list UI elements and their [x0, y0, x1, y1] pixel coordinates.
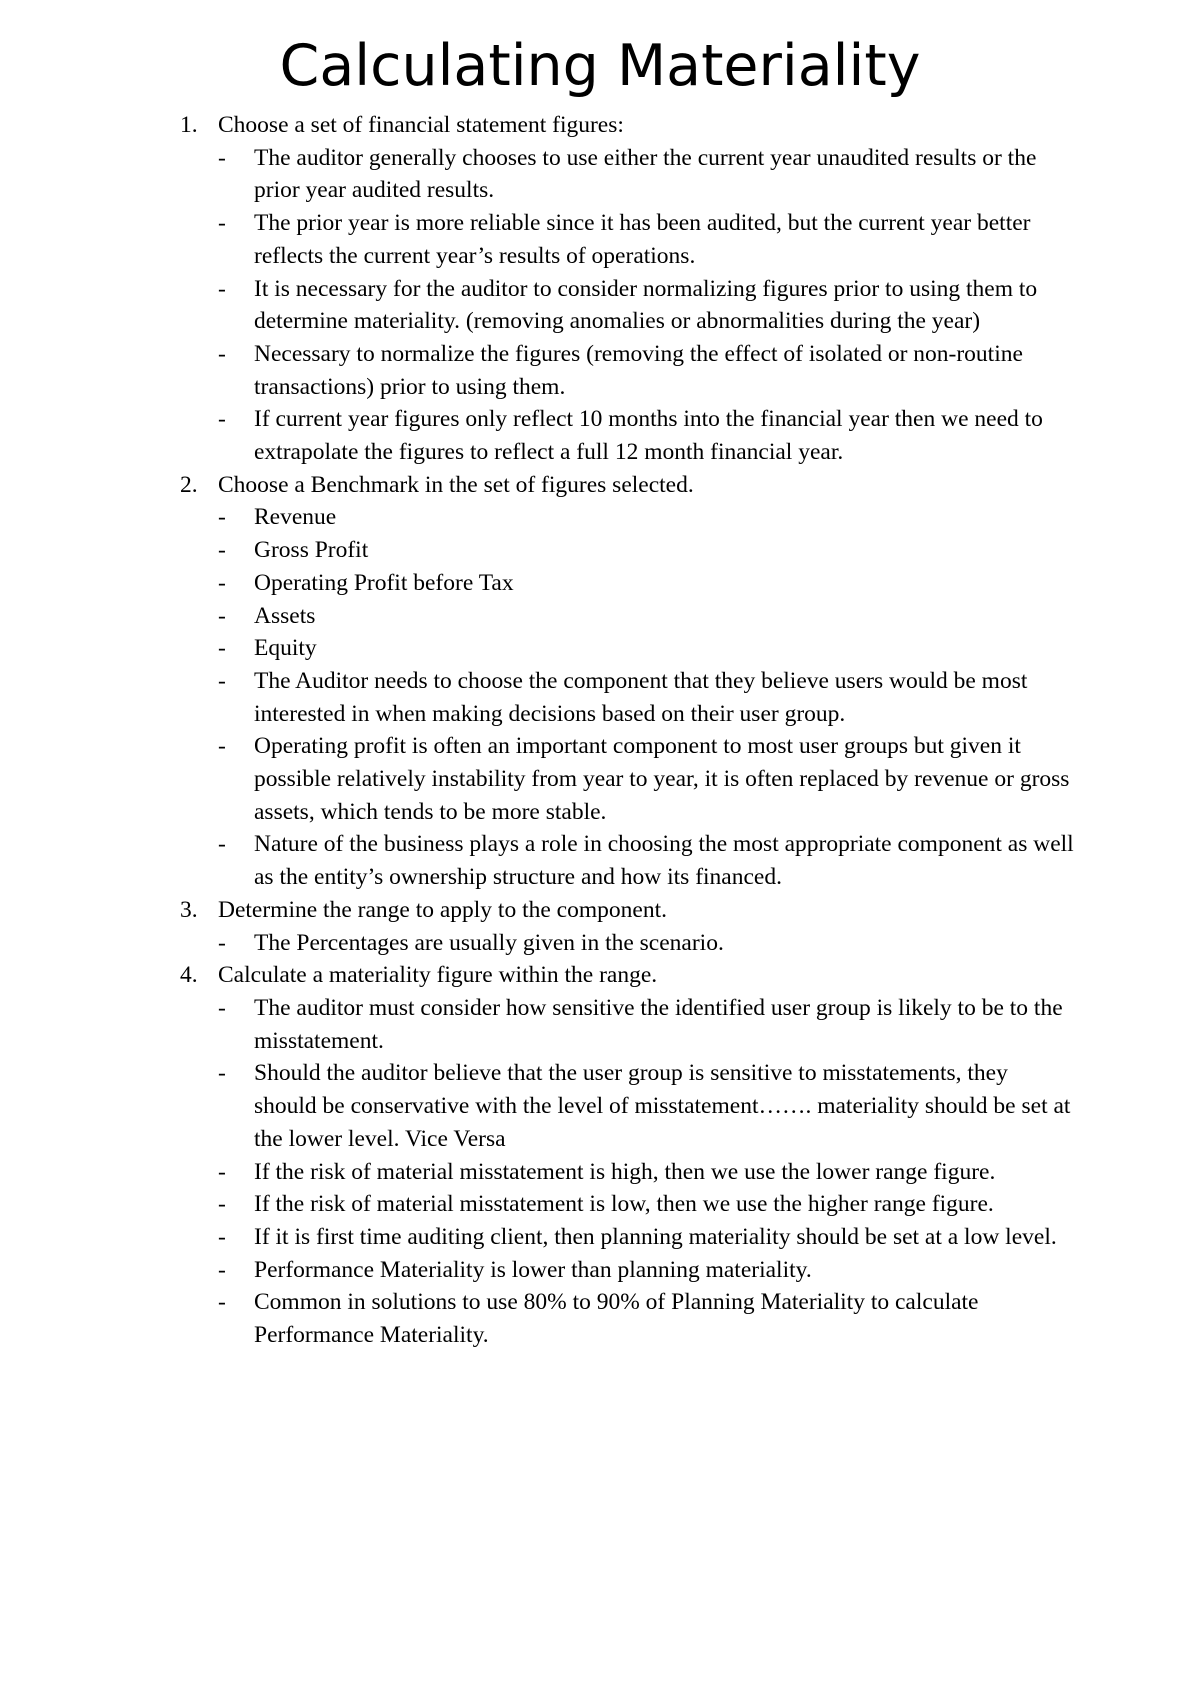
bullet-text: If the risk of material misstatement is high, then we use the lower range figure.	[254, 1158, 996, 1185]
bullet-text: If current year figures only reflect 10 months into the financial year then we need to extrapolate the figures to reflect a full 12 month financial year.	[254, 406, 1043, 466]
bullet-item	[0, 1188, 1074, 1221]
bullet-item	[0, 1254, 1074, 1287]
dash-marker: -	[218, 602, 226, 629]
dash-marker: -	[218, 831, 226, 858]
bullet-item	[0, 665, 1074, 730]
bullet-item	[0, 927, 1074, 960]
bullet-item	[0, 534, 1074, 567]
bullet-list	[0, 927, 1200, 960]
bullet-item	[0, 567, 1074, 600]
dash-marker: -	[218, 1289, 226, 1316]
bullet-item	[0, 1286, 1074, 1351]
dash-marker: -	[218, 504, 226, 531]
bullet-text: Equity	[254, 635, 317, 662]
bullet-list	[0, 992, 1200, 1352]
bullet-text: Necessary to normalize the figures (removing the effect of isolated or non-routine transactions) prior to using them.	[254, 340, 1023, 400]
bullet-text: Nature of the business plays a role in choosing the most appropriate component as well as the entity’s ownership structure and how its financed.	[254, 831, 1074, 891]
step-heading-text: Choose a Benchmark in the set of figures selected.	[218, 471, 694, 498]
dash-marker: -	[218, 569, 226, 596]
bullet-text: Operating profit is often an important component to most user groups but given it possible relatively instability from year to year, it is often replaced by revenue or gross assets, which tends to be more stable.	[254, 733, 1070, 825]
bullet-item	[0, 1221, 1074, 1254]
bullet-text: Assets	[254, 602, 316, 629]
steps-list	[0, 109, 1200, 1352]
dash-marker: -	[218, 667, 226, 694]
bullet-item	[0, 1156, 1074, 1189]
bullet-item	[0, 501, 1074, 534]
bullet-item	[0, 142, 1074, 207]
step-4	[0, 959, 1200, 1351]
bullet-text: The auditor must consider how sensitive the identified user group is likely to be to the misstatement.	[254, 994, 1063, 1054]
bullet-item	[0, 1057, 1074, 1155]
bullet-text: The auditor generally chooses to use either the current year unaudited results or the prior year audited results.	[254, 144, 1037, 204]
bullet-text: The Auditor needs to choose the component that they believe users would be most interested in when making decisions based on their user group.	[254, 667, 1028, 727]
dash-marker: -	[218, 340, 226, 367]
document-title: Calculating Materiality	[279, 33, 921, 99]
step-heading-text: Determine the range to apply to the component.	[218, 896, 667, 923]
bullet-text: Performance Materiality is lower than planning materiality.	[254, 1256, 812, 1283]
dash-marker: -	[218, 733, 226, 760]
bullet-item	[0, 207, 1074, 272]
step-heading	[0, 469, 1200, 502]
step-3	[0, 894, 1200, 959]
dash-marker: -	[218, 1256, 226, 1283]
bullet-list	[0, 501, 1200, 893]
dash-marker: -	[218, 275, 226, 302]
bullet-text: Common in solutions to use 80% to 90% of Planning Materiality to calculate Performance Materiality.	[254, 1289, 979, 1349]
bullet-list	[0, 142, 1200, 469]
bullet-text: If it is first time auditing client, then planning materiality should be set at a low level.	[254, 1223, 1057, 1250]
dash-marker: -	[218, 1158, 226, 1185]
dash-marker: -	[218, 1191, 226, 1218]
step-heading-text: Choose a set of financial statement figures:	[218, 112, 624, 138]
dash-marker: -	[218, 929, 226, 956]
dash-marker: -	[218, 210, 226, 237]
bullet-text: If the risk of material misstatement is low, then we use the higher range figure.	[254, 1191, 994, 1218]
bullet-item	[0, 992, 1074, 1057]
dash-marker: -	[218, 994, 226, 1021]
bullet-text: Gross Profit	[254, 537, 369, 564]
dash-marker: -	[218, 537, 226, 564]
step-number: 3.	[180, 896, 198, 923]
bullet-item	[0, 600, 1074, 633]
dash-marker: -	[218, 1223, 226, 1250]
bullet-item	[0, 403, 1074, 468]
dash-marker: -	[218, 144, 226, 171]
bullet-text: The Percentages are usually given in the scenario.	[254, 929, 724, 956]
step-heading-text: Calculate a materiality figure within the range.	[218, 962, 658, 989]
step-number: 1.	[180, 112, 198, 138]
bullet-text: Should the auditor believe that the user group is sensitive to misstatements, they should be conservative with the level of misstatement……. materiality should be set at the lower level. Vice Versa	[254, 1060, 1071, 1152]
dash-marker: -	[218, 406, 226, 433]
step-heading	[0, 894, 1200, 927]
step-1	[0, 109, 1200, 469]
bullet-text: Operating Profit before Tax	[254, 569, 514, 596]
step-number: 4.	[180, 962, 198, 989]
bullet-item	[0, 273, 1074, 338]
dash-marker: -	[218, 1060, 226, 1087]
bullet-item	[0, 338, 1074, 403]
bullet-text: Revenue	[254, 504, 337, 531]
bullet-item	[0, 828, 1074, 893]
step-heading	[0, 109, 1200, 142]
bullet-text: It is necessary for the auditor to consider normalizing figures prior to using them to determine materiality. (removing anomalies or abnormalities during the year)	[254, 275, 1038, 335]
bullet-text: The prior year is more reliable since it has been audited, but the current year better reflects the current year’s results of operations.	[254, 210, 1031, 269]
step-2	[0, 469, 1200, 894]
bullet-item	[0, 730, 1074, 828]
dash-marker: -	[218, 635, 226, 662]
step-number: 2.	[180, 471, 198, 498]
step-heading	[0, 959, 1200, 992]
bullet-item	[0, 632, 1074, 665]
